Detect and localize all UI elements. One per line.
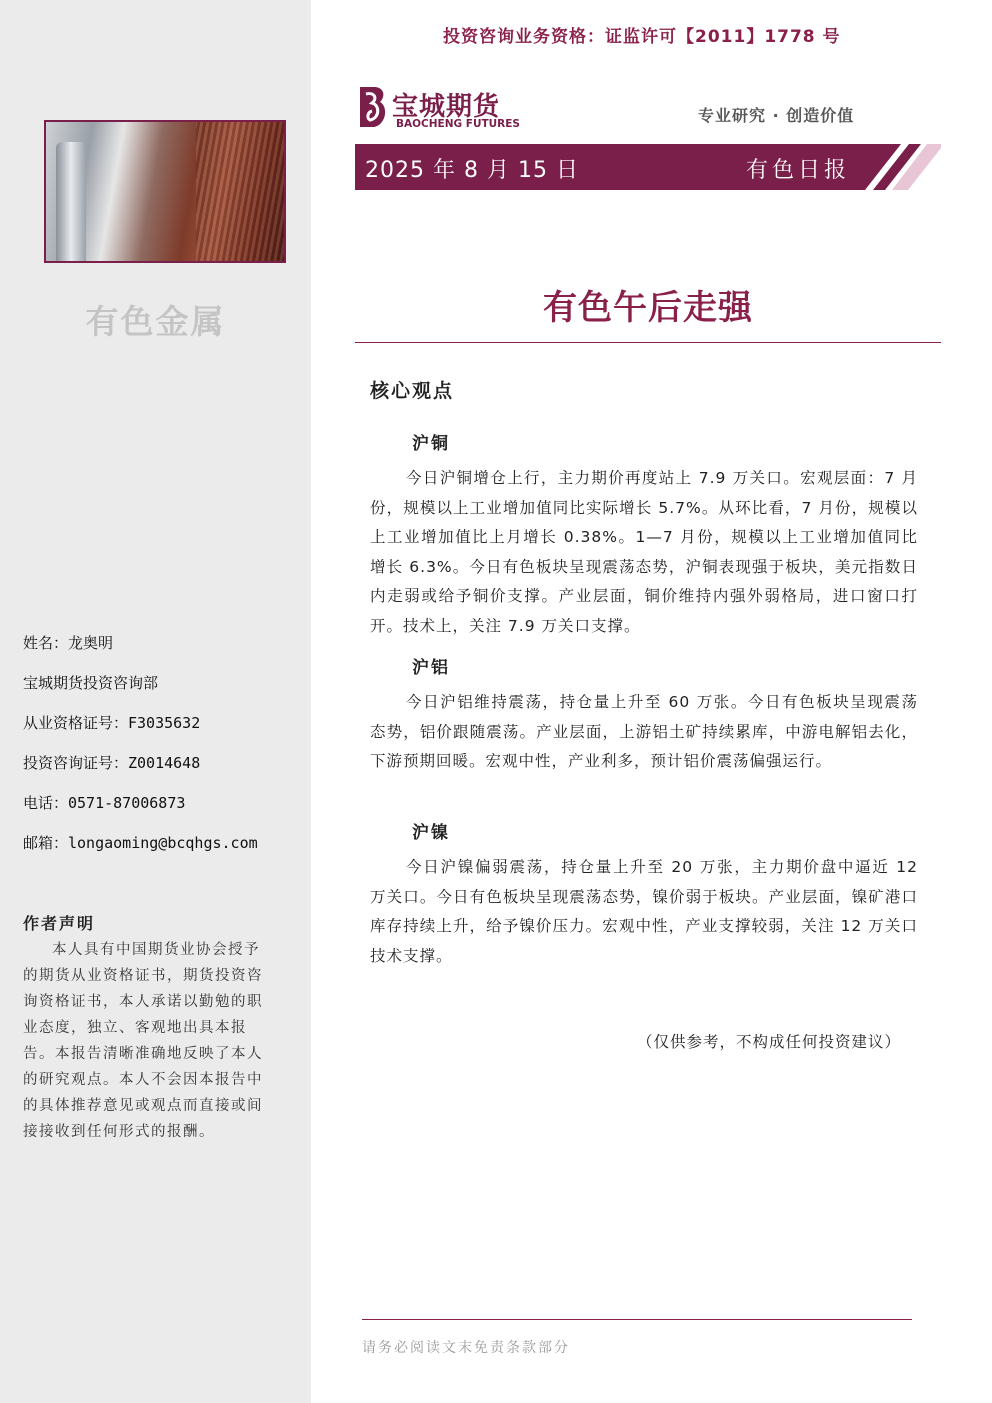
footer-divider [362, 1319, 912, 1320]
company-logo [356, 84, 526, 132]
section-heading-nickel: 沪镍 [412, 823, 450, 843]
sector-label: 有色金属 [85, 302, 226, 341]
author-info [23, 632, 258, 872]
section-text-nickel: 今日沪镍偏弱震荡，持仓量上升至 20 万张，主力期价盘中逼近 12 万关口。今日有色板块呈现震荡态势，镍价弱于板块。产业层面，镍矿港口库存持续上升，给予镍价压力。宏观中性，产业支撑较弱，关注 12 万关口技术支撑。 [370, 858, 918, 965]
author-consult-license: 投资咨询证号：Z0014648 [23, 754, 201, 772]
report-type: 有色日报 [746, 158, 851, 183]
section-heading-copper: 沪铜 [412, 434, 450, 454]
sidebar [0, 0, 311, 1403]
title-divider [355, 342, 941, 343]
author-license: 从业资格证号：F3035632 [23, 714, 201, 732]
author-email: 邮箱：longaoming@bcqhgs.com [23, 834, 258, 852]
metal-cylinder-graphic [56, 142, 86, 263]
logo-chinese: 宝城期货 [392, 92, 501, 122]
logo-english: BAOCHENG FUTURES [396, 118, 520, 130]
footer-note: 请务必阅读文末免责条款部分 [362, 1340, 570, 1356]
section-text-aluminum: 今日沪铝维持震荡，持仓量上升至 60 万张。今日有色板块呈现震荡态势，铝价跟随震荡。产业层面，上游铝土矿持续累库，中游电解铝去化，下游预期回暖。宏观中性，产业利多，预计铝价震荡偏强运行。 [370, 693, 918, 770]
cover-image [44, 120, 286, 263]
logo-b-icon [356, 84, 390, 130]
statement-title: 作者声明 [23, 914, 96, 933]
author-department: 宝城期货投资咨询部 [23, 674, 159, 692]
report-title: 有色午后走强 [543, 288, 753, 328]
report-date: 2025 年 8 月 15 日 [365, 158, 579, 183]
statement-body: 本人具有中国期货业协会授予的期货从业资格证书，期货投资咨询资格证书，本人承诺以勤勉的职业态度，独立、客观地出具本报告。本报告清晰准确地反映了本人的研究观点。本人不会因本报告中的具体推荐意见或观点而直接或间接接收到任何形式的报酬。 [23, 942, 263, 1140]
slogan: 专业研究 · 创造价值 [698, 106, 855, 125]
qualification-text: 投资咨询业务资格：证监许可【2011】1778 号 [443, 27, 841, 47]
section-heading-aluminum: 沪铝 [412, 658, 450, 678]
copper-coil-graphic [196, 120, 286, 263]
disclaimer: （仅供参考，不构成任何投资建议） [637, 1033, 902, 1051]
core-heading: 核心观点 [370, 380, 455, 402]
section-text-copper: 今日沪铜增仓上行，主力期价再度站上 7.9 万关口。宏观层面：7 月份，规模以上工业增加值同比实际增长 5.7%。从环比看，7 月份，规模以上工业增加值比上月增长 0.38%。1—7 月份，规模以上工业增加值同比增长 6.3%。今日有色板块呈现震荡态势，沪铜表现强于板块，美元指数日内走弱或给予铜价支撑。产业层面，铜价维持内强外弱格局，进口窗口打开。技术上，关注 7.9 万关口支撑。 [370, 469, 918, 635]
author-name: 姓名：龙奥明 [23, 634, 114, 652]
author-phone: 电话：0571-87006873 [23, 794, 186, 812]
